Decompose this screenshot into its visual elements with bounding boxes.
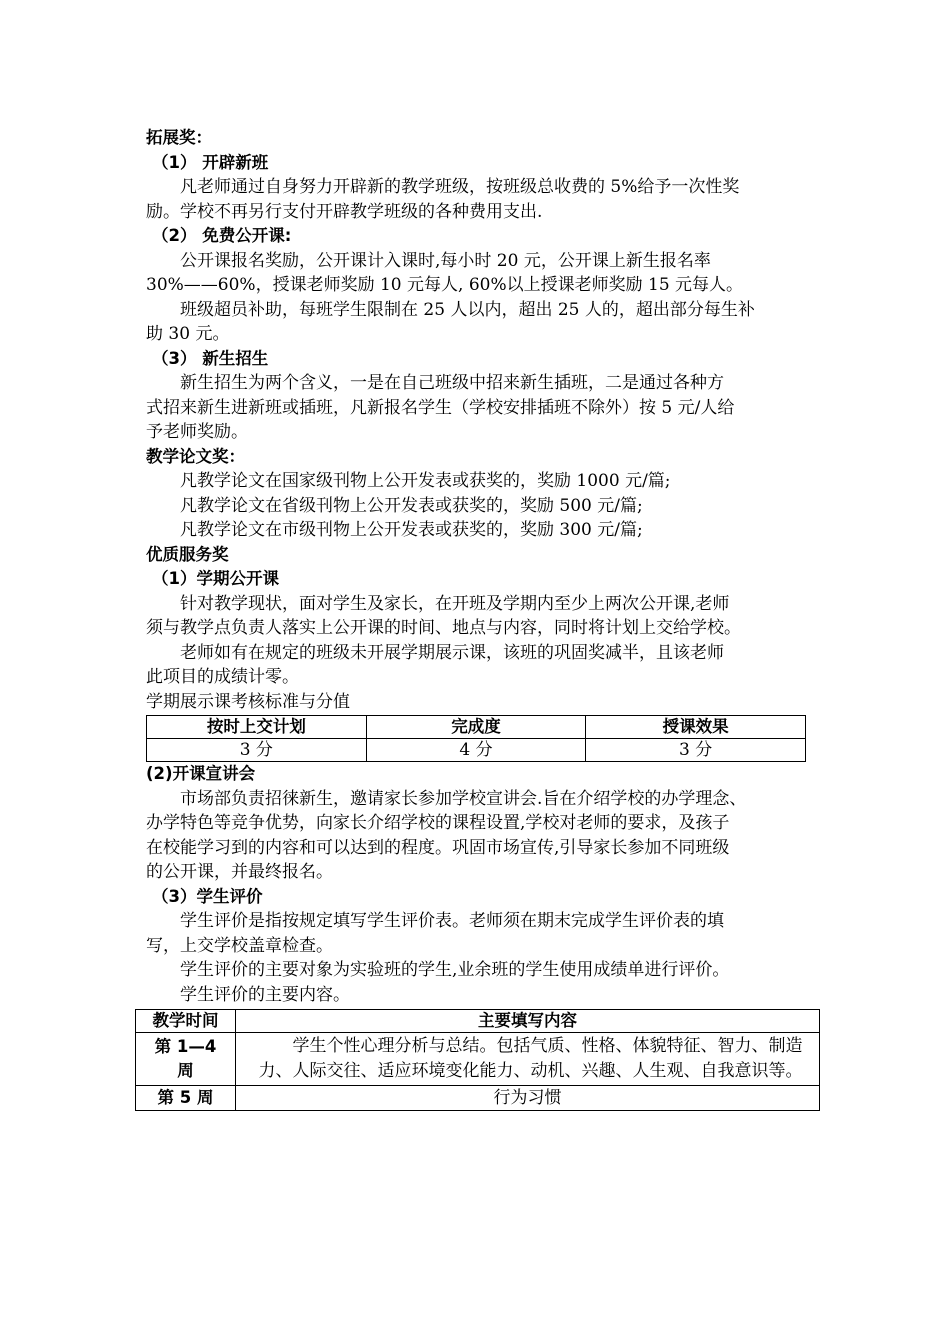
paragraph-line: 写，上交学校盖章检查。 (146, 935, 333, 956)
paragraph-line: 新生招生为两个含义，一是在自己班级中招来新生插班，二是通过各种方 (180, 373, 724, 393)
table-header-cell: 主要填写内容 (236, 1010, 820, 1033)
section-heading: 拓展奖： (146, 128, 212, 147)
table-header-cell: 完成度 (366, 716, 586, 739)
paragraph-line: 办学特色等竞争优势，向家长介绍学校的课程设置,学校对老师的要求，及孩子 (146, 813, 730, 833)
paragraph-line: 针对教学现状，面对学生及家长，在开班及学期内至少上两次公开课,老师 (180, 593, 730, 614)
section-part-1 (146, 126, 816, 714)
section-heading: （3）学生评价 (152, 886, 263, 906)
paragraph-line: 此项目的成绩计零。 (146, 667, 299, 687)
table-cell-time: 第 5 周 (136, 1086, 236, 1111)
paragraph-line: 市场部负责招徕新生，邀请家长参加学校宣讲会.旨在介绍学校的办学理念、 (180, 788, 747, 809)
document-body (146, 126, 816, 1111)
paragraph-line: 助 30 元。 (146, 324, 230, 344)
assessment-score-table (146, 715, 806, 762)
paragraph-line: 30%——60%，授课老师奖励 10 元每人, 60%以上授课老师奖励 15 元每人。 (146, 275, 744, 295)
table-cell-time: 第 1—4 周 (136, 1033, 236, 1086)
section-heading: （1） 开辟新班 (152, 152, 269, 172)
paragraph-line: 班级超员补助，每班学生限制在 25 人以内，超出 25 人的，超出部分每生补 (180, 299, 755, 320)
paragraph-line: 学期展示课考核标准与分值 (146, 691, 350, 712)
table-cell-content: 学生个性心理分析与总结。包括气质、性格、体貌特征、智力、制造力、人际交往、适应环境变化能力、动机、兴趣、人生观、自我意识等。 (236, 1033, 820, 1086)
paragraph-line: 凡老师通过自身努力开辟新的教学班级，按班级总收费的 5%给予一次性奖 (180, 177, 740, 197)
section-heading: 优质服务奖 (146, 544, 229, 564)
section-heading: （2） 免费公开课: (152, 226, 292, 245)
paragraph-line: 学生评价是指按规定填写学生评价表。老师须在期末完成学生评价表的填 (180, 911, 724, 931)
table-row (136, 1033, 820, 1086)
paragraph-line: 凡教学论文在省级刊物上公开发表或获奖的，奖励 500 元/篇; (180, 495, 643, 516)
section-heading: 教学论文奖： (146, 446, 245, 466)
paragraph-line: 凡教学论文在国家级刊物上公开发表或获奖的，奖励 1000 元/篇; (180, 471, 671, 491)
paragraph-line: 的公开课，并最终报名。 (146, 862, 333, 882)
paragraph-line: 公开课报名奖励，公开课计入课时,每小时 20 元，公开课上新生报名率 (180, 250, 711, 271)
section-heading: （1）学期公开课 (152, 569, 279, 588)
table-header-cell: 授课效果 (586, 716, 806, 739)
paragraph-line: 励。学校不再另行支付开辟教学班级的各种费用支出. (146, 201, 543, 222)
paragraph-line: 在校能学习到的内容和可以达到的程度。巩固市场宣传,引导家长参加不同班级 (146, 837, 730, 858)
table-header-row (147, 716, 806, 739)
table-row (136, 1086, 820, 1111)
section-heading: （3） 新生招生 (152, 348, 269, 368)
paragraph-line: 须与教学点负责人落实上公开课的时间、地点与内容，同时将计划上交给学校。 (146, 618, 741, 638)
section-heading: (2)开课宣讲会 (146, 764, 256, 783)
table-cell: 4 分 (366, 739, 586, 762)
section-part-2 (146, 762, 816, 1007)
table-header-cell: 教学时间 (136, 1010, 236, 1033)
table-header-row (136, 1010, 820, 1033)
student-evaluation-table (135, 1009, 820, 1111)
table-row (147, 739, 806, 762)
paragraph-line: 学生评价的主要内容。 (180, 984, 350, 1005)
table-cell: 3 分 (586, 739, 806, 762)
paragraph-line: 学生评价的主要对象为实验班的学生,业余班的学生使用成绩单进行评价。 (180, 960, 730, 980)
table-cell-content: 行为习惯 (236, 1086, 820, 1111)
table-header-cell: 按时上交计划 (147, 716, 367, 739)
paragraph-line: 老师如有在规定的班级未开展学期展示课，该班的巩固奖减半，且该老师 (180, 642, 724, 663)
table-cell: 3 分 (147, 739, 367, 762)
paragraph-line: 凡教学论文在市级刊物上公开发表或获奖的，奖励 300 元/篇; (180, 520, 643, 540)
paragraph-line: 式招来新生进新班或插班，凡新报名学生（学校安排插班不除外）按 5 元/人给 (146, 397, 735, 418)
paragraph-line: 予老师奖励。 (146, 422, 248, 442)
